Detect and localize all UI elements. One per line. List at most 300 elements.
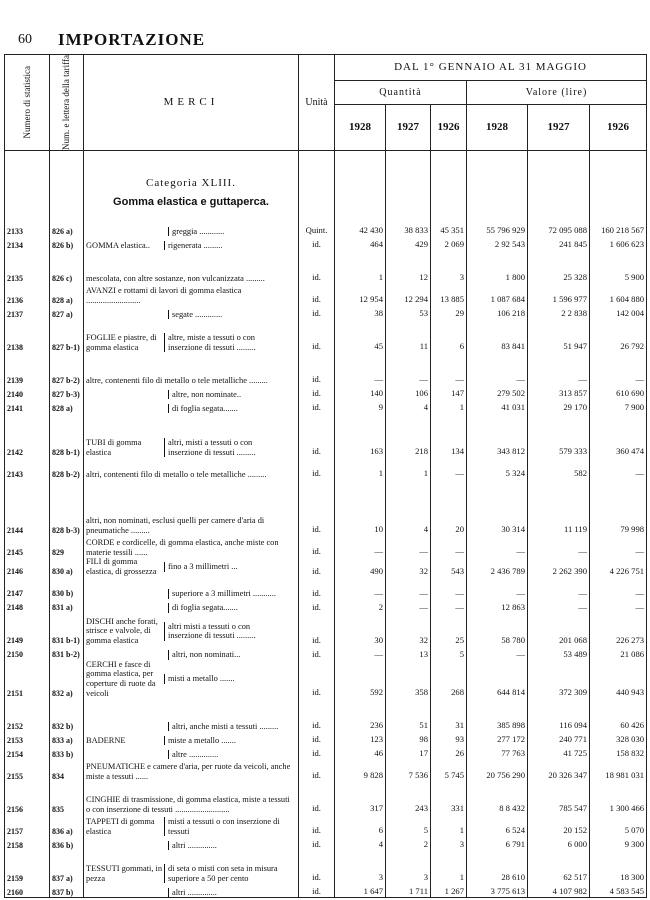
unit-cell: id. [299, 883, 335, 898]
quantity-cell: 46 [335, 745, 386, 759]
value-cell: 1 087 684 [467, 283, 528, 305]
quantity-cell: — [386, 577, 431, 599]
stat-number: 2148 [5, 599, 50, 613]
unit-cell: id. [299, 850, 335, 883]
value-cell: 785 547 [528, 781, 590, 814]
value-cell: 2 2 838 [528, 305, 590, 319]
value-cell: 1 300 466 [590, 781, 647, 814]
item-description: altri, contenenti filo di metallo o tele metalliche ......... [86, 469, 267, 479]
quantity-cell: 1 711 [386, 883, 431, 898]
value-cell: 610 690 [590, 385, 647, 399]
unit-cell: id. [299, 236, 335, 250]
item-description: AVANZI e rottami di lavori di gomma elastica .......................... [86, 286, 242, 305]
value-cell: 579 333 [528, 413, 590, 457]
merci-cell [84, 836, 299, 850]
quantity-cell: 5 [386, 814, 431, 836]
tariff-code: 826 c) [50, 250, 84, 283]
merci-cell [84, 305, 299, 319]
tariff-code: 828 b-1) [50, 413, 84, 457]
quantity-cell: — [431, 599, 467, 613]
value-cell: 240 771 [528, 731, 590, 745]
quantity-cell: 9 [335, 399, 386, 413]
value-cell: 6 791 [467, 836, 528, 850]
value-cell: — [590, 577, 647, 599]
quantity-cell: 12 294 [386, 283, 431, 305]
value-cell: — [590, 352, 647, 385]
quantity-cell: 3 [431, 836, 467, 850]
quantity-cell: 592 [335, 660, 386, 699]
table-row [5, 283, 647, 305]
merci-cell [84, 613, 299, 646]
value-cell: 360 474 [590, 413, 647, 457]
stat-number: 2138 [5, 319, 50, 352]
item-description: di foglia segata....... [168, 603, 290, 613]
value-cell: 60 426 [590, 698, 647, 731]
merci-cell [84, 814, 299, 836]
table-row [5, 660, 647, 699]
merci-cell [84, 413, 299, 457]
stat-number: 2141 [5, 399, 50, 413]
quantity-cell: 1 [386, 457, 431, 479]
item-description: altri .............. [168, 841, 290, 851]
tariff-code: 828 a) [50, 283, 84, 305]
value-cell: 41 031 [467, 399, 528, 413]
tariff-code: 826 b) [50, 236, 84, 250]
value-cell: 5 070 [590, 814, 647, 836]
item-description: rigenerata ......... [164, 241, 286, 251]
item-description: altre, non nominate.. [168, 390, 290, 400]
quantity-cell: 2 [335, 599, 386, 613]
value-cell: 4 107 982 [528, 883, 590, 898]
table-row [5, 236, 647, 250]
value-cell: 21 086 [590, 646, 647, 660]
unit-cell: id. [299, 305, 335, 319]
table-row [5, 781, 647, 814]
table-row [5, 577, 647, 599]
item-description: altri, non nominati... [168, 650, 290, 660]
quantity-cell: 13 885 [431, 283, 467, 305]
table-row [5, 250, 647, 283]
quantity-cell: 6 [335, 814, 386, 836]
item-description: miste a metallo ....... [164, 736, 286, 746]
table-row [5, 836, 647, 850]
stat-number: 2160 [5, 883, 50, 898]
value-cell: 41 725 [528, 745, 590, 759]
unit-cell: id. [299, 250, 335, 283]
value-cell: 106 218 [467, 305, 528, 319]
quantity-cell: 140 [335, 385, 386, 399]
table-row [5, 646, 647, 660]
header-quantity: Quantità [335, 81, 467, 105]
quantity-cell: 1 267 [431, 883, 467, 898]
item-description: PNEUMATICHE e camere d'aria, per ruote da veicoli, anche miste a tessuti ...... [86, 761, 291, 781]
quantity-cell: 1 [335, 250, 386, 283]
merci-cell [84, 222, 299, 236]
unit-cell: id. [299, 557, 335, 576]
merci-cell [84, 319, 299, 352]
table-row [5, 457, 647, 479]
value-cell: 372 309 [528, 660, 590, 699]
value-cell: 25 328 [528, 250, 590, 283]
stat-number: 2154 [5, 745, 50, 759]
value-cell: 158 832 [590, 745, 647, 759]
tariff-code: 836 b) [50, 836, 84, 850]
value-cell: 1 800 [467, 250, 528, 283]
quantity-cell: 31 [431, 698, 467, 731]
value-cell: 313 857 [528, 385, 590, 399]
table-row [5, 222, 647, 236]
value-cell: 644 814 [467, 660, 528, 699]
stat-number: 2157 [5, 814, 50, 836]
tariff-code: 832 b) [50, 698, 84, 731]
category-name: Categoria XLIII. [146, 177, 236, 190]
unit-cell: id. [299, 759, 335, 781]
stat-number: 2153 [5, 731, 50, 745]
quantity-cell: 317 [335, 781, 386, 814]
table-row [5, 305, 647, 319]
stat-number: 2144 [5, 479, 50, 535]
item-description: CORDE e cordicelle, di gomma elastica, anche miste con materie tessili ...... [86, 538, 279, 557]
value-cell: 116 094 [528, 698, 590, 731]
value-cell: 4 226 751 [590, 557, 647, 576]
quantity-cell: 5 745 [431, 759, 467, 781]
value-cell: 58 780 [467, 613, 528, 646]
table-row [5, 698, 647, 731]
header-year: 1927 [528, 104, 590, 150]
value-cell: 241 845 [528, 236, 590, 250]
quantity-cell: 1 [431, 814, 467, 836]
table-row [5, 479, 647, 535]
value-cell: 201 068 [528, 613, 590, 646]
quantity-cell: 163 [335, 413, 386, 457]
unit-cell: id. [299, 457, 335, 479]
quantity-cell: 4 [386, 399, 431, 413]
table-row [5, 557, 647, 576]
item-description: misti a metallo ....... [164, 674, 286, 684]
group-label: BADERNE [86, 735, 126, 745]
item-description: altri, non nominati, esclusi quelli per camere d'aria di pneumatiche ......... [86, 516, 265, 535]
import-table [4, 54, 647, 898]
stat-number: 2147 [5, 577, 50, 599]
value-cell: 20 756 290 [467, 759, 528, 781]
value-cell: 343 812 [467, 413, 528, 457]
tariff-code: 828 b-2) [50, 457, 84, 479]
table-row [5, 352, 647, 385]
unit-cell: id. [299, 646, 335, 660]
value-cell: 226 273 [590, 613, 647, 646]
header-year: 1926 [431, 104, 467, 150]
quantity-cell: 7 536 [386, 759, 431, 781]
quantity-cell: 236 [335, 698, 386, 731]
tariff-code: 835 [50, 781, 84, 814]
stat-number: 2136 [5, 283, 50, 305]
merci-cell [84, 759, 299, 781]
value-cell: 142 004 [590, 305, 647, 319]
quantity-cell: 4 [335, 836, 386, 850]
unit-cell: id. [299, 745, 335, 759]
quantity-cell: 12 954 [335, 283, 386, 305]
merci-cell [84, 250, 299, 283]
tariff-code: 827 b-2) [50, 352, 84, 385]
stat-number: 2159 [5, 850, 50, 883]
quantity-cell: — [431, 577, 467, 599]
value-cell: 4 583 545 [590, 883, 647, 898]
quantity-cell: 17 [386, 745, 431, 759]
unit-cell: id. [299, 698, 335, 731]
unit-cell: id. [299, 613, 335, 646]
item-description: altri, anche misti a tessuti ......... [168, 722, 290, 732]
value-cell: 79 998 [590, 479, 647, 535]
value-cell: — [467, 577, 528, 599]
header-year: 1928 [467, 104, 528, 150]
value-cell: 8 8 432 [467, 781, 528, 814]
quantity-cell: 243 [386, 781, 431, 814]
quantity-cell: 218 [386, 413, 431, 457]
value-cell: 18 300 [590, 850, 647, 883]
tariff-code: 826 a) [50, 222, 84, 236]
item-description: altre, miste a tessuti o con inserzione di tessuti ......... [164, 333, 286, 352]
quantity-cell: — [431, 535, 467, 557]
value-cell: 9 300 [590, 836, 647, 850]
quantity-cell: 1 [431, 850, 467, 883]
group-label: TUBI di gomma elastica [86, 438, 142, 457]
quantity-cell: 45 [335, 319, 386, 352]
table-row [5, 759, 647, 781]
quantity-cell: 106 [386, 385, 431, 399]
table-row [5, 613, 647, 646]
stat-number: 2133 [5, 222, 50, 236]
quantity-cell: 38 [335, 305, 386, 319]
table-row [5, 745, 647, 759]
item-description: di foglia segata....... [168, 404, 290, 414]
value-cell: — [590, 535, 647, 557]
item-description: altre, contenenti filo di metallo o tele metalliche ......... [86, 375, 268, 385]
group-label: TESSUTI gommati, in pezza [86, 863, 163, 883]
quantity-cell: 10 [335, 479, 386, 535]
tariff-code: 834 [50, 759, 84, 781]
stat-number: 2151 [5, 660, 50, 699]
tariff-code: 827 a) [50, 305, 84, 319]
header-period: DAL 1° GENNAIO AL 31 MAGGIO [335, 55, 647, 81]
value-cell: 1 604 880 [590, 283, 647, 305]
category-row [5, 151, 647, 223]
quantity-cell: 490 [335, 557, 386, 576]
value-cell: — [590, 457, 647, 479]
quantity-cell: 9 828 [335, 759, 386, 781]
quantity-cell: 3 [386, 850, 431, 883]
value-cell: 53 489 [528, 646, 590, 660]
item-description: superiore a 3 millimetri ........... [168, 589, 290, 599]
value-cell: 2 436 789 [467, 557, 528, 576]
unit-cell: id. [299, 283, 335, 305]
value-cell: 328 030 [590, 731, 647, 745]
unit-cell: id. [299, 399, 335, 413]
quantity-cell: 5 [431, 646, 467, 660]
table-row [5, 883, 647, 898]
merci-cell [84, 577, 299, 599]
page-number: 60 [18, 32, 32, 47]
quantity-cell: 13 [386, 646, 431, 660]
unit-cell: id. [299, 599, 335, 613]
quantity-cell: 26 [431, 745, 467, 759]
header-year: 1927 [386, 104, 431, 150]
merci-cell [84, 646, 299, 660]
stat-number: 2137 [5, 305, 50, 319]
header-year: 1928 [335, 104, 386, 150]
group-label: FILI di gomma elastica, di grossezza [86, 557, 157, 576]
group-label: DISCHI anche forati, strisce e valvole, di gomma elastica [86, 616, 158, 645]
stat-number: 2139 [5, 352, 50, 385]
quantity-cell: 29 [431, 305, 467, 319]
quantity-cell: 1 647 [335, 883, 386, 898]
quantity-cell: 51 [386, 698, 431, 731]
value-cell: 11 119 [528, 479, 590, 535]
item-description: mescolata, con altre sostanze, non vulcanizzata ......... [86, 273, 265, 283]
value-cell: 20 152 [528, 814, 590, 836]
quantity-cell: 331 [431, 781, 467, 814]
tariff-code: 828 b-3) [50, 479, 84, 535]
item-description: misti a tessuti o con inserzione di tessuti [164, 817, 286, 836]
merci-cell [84, 236, 299, 250]
value-cell: 1 606 623 [590, 236, 647, 250]
unit-cell: id. [299, 385, 335, 399]
unit-cell: id. [299, 781, 335, 814]
merci-cell [84, 283, 299, 305]
merci-cell [84, 399, 299, 413]
unit-cell: id. [299, 731, 335, 745]
quantity-cell: — [335, 352, 386, 385]
tariff-code: 833 a) [50, 731, 84, 745]
quantity-cell: 38 833 [386, 222, 431, 236]
quantity-cell: — [386, 352, 431, 385]
value-cell: 385 898 [467, 698, 528, 731]
stat-number: 2135 [5, 250, 50, 283]
value-cell: 582 [528, 457, 590, 479]
value-cell: 20 326 347 [528, 759, 590, 781]
stat-number: 2155 [5, 759, 50, 781]
value-cell: 83 841 [467, 319, 528, 352]
merci-cell [84, 535, 299, 557]
merci-cell [84, 457, 299, 479]
table-row [5, 850, 647, 883]
merci-cell [84, 557, 299, 576]
unit-cell: id. [299, 836, 335, 850]
tariff-code: 831 a) [50, 599, 84, 613]
stat-number: 2134 [5, 236, 50, 250]
tariff-code: 827 b-3) [50, 385, 84, 399]
unit-cell: id. [299, 413, 335, 457]
unit-cell: id. [299, 660, 335, 699]
quantity-cell: 134 [431, 413, 467, 457]
merci-cell [84, 883, 299, 898]
quantity-cell: — [386, 599, 431, 613]
unit-cell: id. [299, 814, 335, 836]
value-cell: 277 172 [467, 731, 528, 745]
value-cell: 2 92 543 [467, 236, 528, 250]
tariff-code: 830 b) [50, 577, 84, 599]
group-label: FOGLIE e piastre, di gomma elastica [86, 333, 157, 352]
value-cell: 29 170 [528, 399, 590, 413]
merci-cell [84, 385, 299, 399]
stat-number: 2146 [5, 557, 50, 576]
quantity-cell: 6 [431, 319, 467, 352]
merci-cell [84, 745, 299, 759]
group-label: TAPPETI di gomma elastica [86, 816, 155, 836]
quantity-cell: 11 [386, 319, 431, 352]
merci-cell [84, 781, 299, 814]
item-description: di seta o misti con seta in misura superiore a 50 per cento [164, 864, 286, 883]
value-cell: 51 947 [528, 319, 590, 352]
header-merci: MERCI [84, 55, 299, 151]
quantity-cell: 3 [431, 250, 467, 283]
stat-number: 2143 [5, 457, 50, 479]
group-label: GOMMA elastica.. [86, 240, 150, 250]
table-row [5, 814, 647, 836]
value-cell: 6 524 [467, 814, 528, 836]
value-cell: 55 796 929 [467, 222, 528, 236]
merci-cell [84, 731, 299, 745]
header-tariff: Num. e lettera della tariffa [50, 55, 84, 151]
value-cell: 5 900 [590, 250, 647, 283]
unit-cell: id. [299, 479, 335, 535]
item-description: altri, misti a tessuti o con inserzione di tessuti ......... [164, 438, 286, 457]
unit-cell: id. [299, 319, 335, 352]
stat-number: 2152 [5, 698, 50, 731]
value-cell: — [467, 352, 528, 385]
quantity-cell: 268 [431, 660, 467, 699]
value-cell: 7 900 [590, 399, 647, 413]
merci-cell [84, 479, 299, 535]
value-cell: — [590, 599, 647, 613]
quantity-cell: — [335, 535, 386, 557]
quantity-cell: 42 430 [335, 222, 386, 236]
stat-number: 2156 [5, 781, 50, 814]
stat-number: 2140 [5, 385, 50, 399]
quantity-cell: 147 [431, 385, 467, 399]
value-cell: 160 218 567 [590, 222, 647, 236]
quantity-cell: — [386, 535, 431, 557]
item-description: altri misti a tessuti o con inserzione di tessuti ......... [164, 622, 286, 641]
stat-number: 2158 [5, 836, 50, 850]
tariff-code: 837 a) [50, 850, 84, 883]
merci-cell [84, 660, 299, 699]
quantity-cell: 93 [431, 731, 467, 745]
item-description: greggia ............ [168, 227, 290, 237]
quantity-cell: 429 [386, 236, 431, 250]
stat-number: 2142 [5, 413, 50, 457]
quantity-cell: 20 [431, 479, 467, 535]
quantity-cell: — [335, 577, 386, 599]
quantity-cell: 32 [386, 557, 431, 576]
table-row [5, 413, 647, 457]
quantity-cell: — [335, 646, 386, 660]
value-cell: 1 596 977 [528, 283, 590, 305]
item-description: segate ............. [168, 310, 290, 320]
table-row [5, 535, 647, 557]
value-cell: 62 517 [528, 850, 590, 883]
unit-cell: Quint. [299, 222, 335, 236]
unit-cell: id. [299, 535, 335, 557]
value-cell: 5 324 [467, 457, 528, 479]
value-cell: 30 314 [467, 479, 528, 535]
quantity-cell: 358 [386, 660, 431, 699]
quantity-cell: 123 [335, 731, 386, 745]
tariff-code: 829 [50, 535, 84, 557]
merci-cell [84, 850, 299, 883]
value-cell: — [528, 599, 590, 613]
merci-cell [84, 698, 299, 731]
header-unit: Unità [299, 55, 335, 151]
